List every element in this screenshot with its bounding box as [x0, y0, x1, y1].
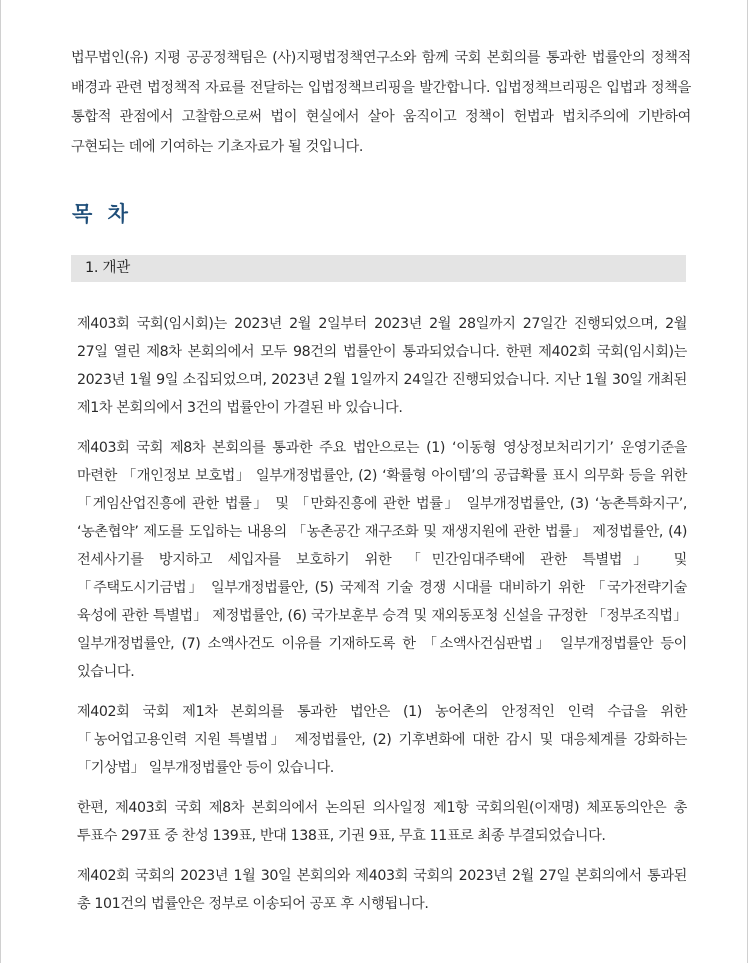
section-heading-overview: 1. 개관: [71, 255, 686, 282]
body-paragraph: 제403회 국회 제8차 본회의를 통과한 주요 법안으로는 (1) ‘이동형 영상정보처리기기’ 운영기준을 마련한 「개인정보 보호법」 일부개정법률안, (2) ‘확률형 아이템’의 공급확률 표시 의무화 등을 위한 「게임산업진흥에 관한 법률」 및 「만화진흥에 관한 법률」 일부개정법률안, (3) ‘농촌특화지구’, ‘농촌협약’ 제도를 도입하는 내용의 「농촌공간 재구조화 및 재생지원에 관한 법률」 제정법률안, (4) 전세사기를 방지하고 세입자를 보호하기 위한 「민간임대주택에 관한 특별법」 및 「주택도시기금법」 일부개정법률안, (5) 국제적 기술 경쟁 시대를 대비하기 위한 「국가전략기술 육성에 관한 특별법」 제정법률안, (6) 국가보훈부 승격 및 재외동포청 신설을 규정한 「정부조직법」 일부개정법률안, (7) 소액사건도 이유를 기재하도록 한 「소액사건심판법」 일부개정법률안 등이 있습니다.: [77, 440, 687, 680]
body-paragraph: 제402회 국회의 2023년 1월 30일 본회의와 제403회 국회의 2023년 2월 27일 본회의에서 통과된 총 101건의 법률안은 정부로 이송되어 공포 후 시행됩니다.: [77, 868, 687, 912]
body-paragraph: 한편, 제403회 국회 제8차 본회의에서 논의된 의사일정 제1항 국회의원(이재명) 체포동의안은 총 투표수 297표 중 찬성 139표, 반대 138표, 기권 9표, 무효 11표로 최종 부결되었습니다.: [77, 800, 687, 844]
body-paragraph: 제403회 국회(임시회)는 2023년 2월 2일부터 2023년 2월 28일까지 27일간 진행되었으며, 2월 27일 열린 제8차 본회의에서 모두 98건의 법률안이 통과되었습니다. 한편 제402회 국회(임시회)는 2023년 1월 9일 소집되었으며, 2023년 2월 1일까지 24일간 진행되었습니다. 지난 1월 30일 개최된 제1차 본회의에서 3건의 법률안이 가결된 바 있습니다.: [77, 316, 687, 416]
body-paragraph: 제402회 국회 제1차 본회의를 통과한 법안은 (1) 농어촌의 안정적인 인력 수급을 위한 「농어업고용인력 지원 특별법」 제정법률안, (2) 기후변화에 대한 감시 및 대응체계를 강화하는 「기상법」 일부개정법률안 등이 있습니다.: [77, 704, 687, 776]
toc-heading: 목 차: [72, 202, 132, 226]
intro-paragraph: 법무법인(유) 지평 공공정책팀은 (사)지평법정책연구소와 함께 국회 본회의를 통과한 법률안의 정책적 배경과 관련 법정책적 자료를 전달하는 입법정책브리핑을 발간합니다. 입법정책브리핑은 입법과 정책을 통합적 관점에서 고찰함으로써 법이 현실에서 살아 움직이고 정책이 헌법과 법치주의에 기반하여 구현되는 데에 기여하는 기초자료가 될 것입니다.: [71, 50, 691, 155]
section-body: [77, 310, 687, 930]
